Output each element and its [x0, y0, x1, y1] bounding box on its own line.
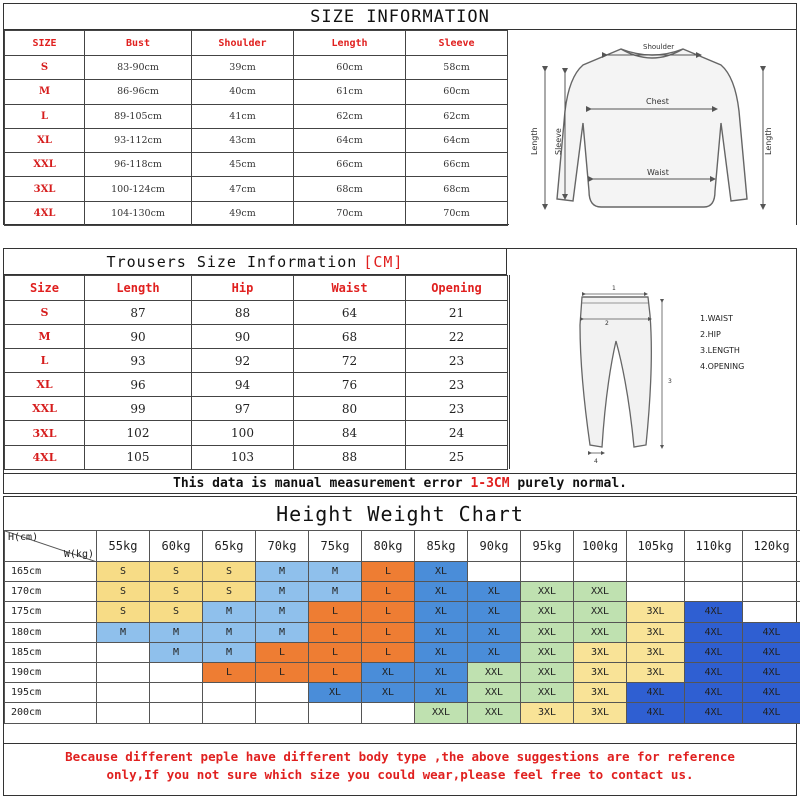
size-cell: 4XL [5, 201, 85, 225]
shirt-diagram [509, 31, 796, 225]
size-recommendation-cell [309, 703, 362, 723]
length-cell: 64cm [294, 128, 406, 152]
size-recommendation-cell: L [309, 602, 362, 622]
height-weight-title: Height Weight Chart [276, 501, 524, 526]
sleeve-cell: 68cm [406, 177, 508, 201]
size-cell: M [5, 325, 85, 349]
size-recommendation-cell: XL [415, 642, 468, 662]
shoulder-cell: 45cm [192, 153, 294, 177]
size-recommendation-cell: S [203, 582, 256, 602]
size-recommendation-cell: 3XL [574, 662, 627, 682]
size-recommendation-cell: 3XL [574, 642, 627, 662]
shoulder-cell: 39cm [192, 56, 294, 80]
table-row [5, 56, 508, 80]
size-recommendation-cell: 3XL [521, 703, 574, 723]
size-recommendation-cell: L [256, 662, 309, 682]
opening-cell: 25 [406, 445, 508, 469]
size-cell: XL [5, 128, 85, 152]
shirt-size-title: SIZE INFORMATION [4, 4, 796, 30]
size-recommendation-cell: XL [415, 582, 468, 602]
weight-header-cell: 90kg [468, 531, 521, 562]
col-header-length: Length [85, 276, 192, 301]
waist-cell: 64 [294, 301, 406, 325]
trousers-header-row [5, 276, 508, 301]
size-recommendation-cell [743, 582, 800, 602]
size-recommendation-cell: M [150, 622, 203, 642]
size-recommendation-cell: XXL [521, 662, 574, 682]
size-recommendation-cell: L [309, 662, 362, 682]
length-cell: 70cm [294, 201, 406, 225]
size-cell: 3XL [5, 177, 85, 201]
table-row [5, 349, 508, 373]
col-header-waist: Waist [294, 276, 406, 301]
size-recommendation-cell [150, 703, 203, 723]
size-recommendation-cell: M [97, 622, 150, 642]
size-recommendation-cell: L [362, 582, 415, 602]
col-header-size: SIZE [5, 31, 85, 56]
waist-cell: 80 [294, 397, 406, 421]
size-recommendation-cell: 4XL [743, 642, 800, 662]
weight-header-cell: 80kg [362, 531, 415, 562]
waist-cell: 72 [294, 349, 406, 373]
size-recommendation-cell [150, 662, 203, 682]
hip-cell: 103 [192, 445, 294, 469]
size-cell: S [5, 56, 85, 80]
size-recommendation-cell [97, 703, 150, 723]
size-recommendation-cell: M [309, 582, 362, 602]
chest-label: Chest [646, 97, 669, 106]
size-recommendation-cell [743, 562, 800, 582]
size-recommendation-cell: S [97, 562, 150, 582]
bust-cell: 100-124cm [85, 177, 192, 201]
length-cell: 68cm [294, 177, 406, 201]
size-recommendation-cell: M [203, 602, 256, 622]
waist-cell: 68 [294, 325, 406, 349]
size-recommendation-cell [362, 703, 415, 723]
marker-2: 2 [605, 320, 609, 327]
size-recommendation-cell: L [362, 562, 415, 582]
length-label-right: Length [764, 127, 773, 155]
col-header-size: Size [5, 276, 85, 301]
bust-cell: 83-90cm [85, 56, 192, 80]
legend-waist: 1.WAIST [700, 314, 733, 323]
height-row [5, 602, 800, 622]
size-recommendation-cell: XL [362, 662, 415, 682]
size-recommendation-cell: XXL [521, 582, 574, 602]
size-recommendation-cell: M [256, 562, 309, 582]
disclaimer-line-2: only,If you not sure which size you could wear,please feel free to contact us. [106, 767, 694, 782]
waist-cell: 88 [294, 445, 406, 469]
height-row [5, 683, 800, 703]
height-row [5, 642, 800, 662]
size-recommendation-cell [97, 683, 150, 703]
marker-3: 3 [668, 378, 672, 385]
size-recommendation-cell: XL [415, 602, 468, 622]
table-row [5, 373, 508, 397]
waist-cell: 76 [294, 373, 406, 397]
hip-cell: 90 [192, 325, 294, 349]
weight-header-cell: 95kg [521, 531, 574, 562]
size-cell: 3XL [5, 421, 85, 445]
waist-label: Waist [647, 168, 669, 177]
table-row [5, 153, 508, 177]
size-recommendation-cell: L [203, 662, 256, 682]
trousers-size-panel [3, 248, 797, 494]
shoulder-cell: 40cm [192, 80, 294, 104]
col-header-opening: Opening [406, 276, 508, 301]
table-row [5, 128, 508, 152]
size-cell: L [5, 349, 85, 373]
size-recommendation-cell: M [150, 642, 203, 662]
size-recommendation-cell: 4XL [627, 683, 685, 703]
corner-cell [5, 531, 97, 562]
size-recommendation-cell: 4XL [685, 642, 743, 662]
size-recommendation-cell: 3XL [627, 642, 685, 662]
weight-header-cell: 105kg [627, 531, 685, 562]
col-header-shoulder: Shoulder [192, 31, 294, 56]
length-cell: 96 [85, 373, 192, 397]
marker-4: 4 [594, 458, 598, 465]
height-weight-panel [3, 496, 797, 796]
table-row [5, 80, 508, 104]
weight-header-cell: 85kg [415, 531, 468, 562]
weight-header-cell: 65kg [203, 531, 256, 562]
height-row [5, 703, 800, 723]
bust-cell: 93-112cm [85, 128, 192, 152]
legend-length: 3.LENGTH [700, 346, 740, 355]
size-recommendation-cell: M [256, 622, 309, 642]
size-recommendation-cell: XXL [468, 662, 521, 682]
table-row [5, 421, 508, 445]
shoulder-cell: 43cm [192, 128, 294, 152]
size-recommendation-cell [743, 602, 800, 622]
height-row [5, 562, 800, 582]
size-recommendation-cell: 4XL [743, 683, 800, 703]
size-recommendation-cell [685, 582, 743, 602]
height-label-cell: 175cm [5, 602, 97, 622]
table-row [5, 325, 508, 349]
size-recommendation-cell: XXL [521, 602, 574, 622]
waist-cell: 84 [294, 421, 406, 445]
size-recommendation-cell: S [150, 602, 203, 622]
length-cell: 93 [85, 349, 192, 373]
measurement-note [4, 473, 796, 493]
size-recommendation-cell: XL [415, 562, 468, 582]
col-header-bust: Bust [85, 31, 192, 56]
legend-opening: 4.OPENING [700, 362, 745, 371]
trousers-diagram [509, 275, 796, 469]
length-cell: 87 [85, 301, 192, 325]
opening-cell: 23 [406, 397, 508, 421]
height-row [5, 662, 800, 682]
shirt-size-table [4, 30, 508, 226]
size-recommendation-cell [627, 582, 685, 602]
size-cell: XXL [5, 153, 85, 177]
trousers-unit: [CM] [363, 252, 404, 271]
size-recommendation-cell: S [150, 582, 203, 602]
weight-header-cell: 120kg [743, 531, 800, 562]
weight-axis-label: W(kg) [63, 549, 94, 560]
sleeve-cell: 70cm [406, 201, 508, 225]
size-recommendation-cell: 4XL [627, 703, 685, 723]
size-recommendation-cell [627, 562, 685, 582]
height-label-cell: 185cm [5, 642, 97, 662]
col-header-sleeve: Sleeve [406, 31, 508, 56]
hip-cell: 97 [192, 397, 294, 421]
table-row [5, 177, 508, 201]
shirt-outline-icon [509, 31, 796, 225]
shirt-size-panel [3, 3, 797, 225]
size-recommendation-cell: XL [468, 622, 521, 642]
size-recommendation-cell: XXL [574, 582, 627, 602]
size-recommendation-cell: S [150, 562, 203, 582]
size-recommendation-cell: XL [415, 622, 468, 642]
size-recommendation-cell: S [203, 562, 256, 582]
weight-header-cell: 100kg [574, 531, 627, 562]
size-recommendation-cell [203, 683, 256, 703]
opening-cell: 23 [406, 373, 508, 397]
size-recommendation-cell [256, 683, 309, 703]
table-row [5, 445, 508, 469]
weight-header-cell: 60kg [150, 531, 203, 562]
size-recommendation-cell: XL [415, 683, 468, 703]
disclaimer [4, 743, 796, 795]
trousers-size-title [4, 249, 507, 275]
length-cell: 99 [85, 397, 192, 421]
size-recommendation-cell: 3XL [574, 703, 627, 723]
length-cell: 60cm [294, 56, 406, 80]
size-recommendation-cell: XL [468, 642, 521, 662]
opening-cell: 21 [406, 301, 508, 325]
col-header-hip: Hip [192, 276, 294, 301]
legend-hip: 2.HIP [700, 330, 721, 339]
opening-cell: 22 [406, 325, 508, 349]
size-recommendation-cell: M [309, 562, 362, 582]
size-recommendation-cell: S [97, 602, 150, 622]
note-text-post: purely normal. [517, 476, 627, 491]
opening-cell: 24 [406, 421, 508, 445]
size-recommendation-cell [97, 642, 150, 662]
size-cell: XL [5, 373, 85, 397]
hip-cell: 94 [192, 373, 294, 397]
table-row [5, 201, 508, 225]
size-cell: 4XL [5, 445, 85, 469]
height-axis-label: H(cm) [8, 532, 39, 543]
size-recommendation-cell [150, 683, 203, 703]
size-recommendation-cell: XXL [574, 602, 627, 622]
weight-header-cell: 75kg [309, 531, 362, 562]
size-recommendation-cell: M [203, 642, 256, 662]
size-recommendation-cell: 4XL [743, 703, 800, 723]
size-recommendation-cell: XXL [574, 622, 627, 642]
length-cell: 105 [85, 445, 192, 469]
height-label-cell: 180cm [5, 622, 97, 642]
size-recommendation-cell: 3XL [574, 683, 627, 703]
size-recommendation-cell: XXL [521, 642, 574, 662]
size-recommendation-cell: 4XL [685, 683, 743, 703]
marker-1: 1 [612, 285, 616, 292]
shoulder-cell: 41cm [192, 104, 294, 128]
size-recommendation-cell [685, 562, 743, 582]
size-recommendation-cell: 4XL [685, 662, 743, 682]
col-header-length: Length [294, 31, 406, 56]
bust-cell: 89-105cm [85, 104, 192, 128]
size-recommendation-cell [203, 703, 256, 723]
shoulder-label: Shoulder [643, 43, 675, 51]
table-row [5, 397, 508, 421]
size-recommendation-cell: L [362, 642, 415, 662]
hip-cell: 88 [192, 301, 294, 325]
size-cell: L [5, 104, 85, 128]
bust-cell: 104-130cm [85, 201, 192, 225]
shoulder-cell: 47cm [192, 177, 294, 201]
size-recommendation-cell [97, 662, 150, 682]
size-recommendation-cell: L [309, 622, 362, 642]
sleeve-cell: 66cm [406, 153, 508, 177]
length-cell: 90 [85, 325, 192, 349]
size-recommendation-cell: XL [468, 602, 521, 622]
size-recommendation-cell: 3XL [627, 622, 685, 642]
size-recommendation-cell: XL [362, 683, 415, 703]
size-cell: M [5, 80, 85, 104]
height-row [5, 622, 800, 642]
size-recommendation-cell: M [256, 602, 309, 622]
size-recommendation-cell: 4XL [685, 622, 743, 642]
sleeve-label: Sleeve [554, 128, 563, 155]
length-cell: 62cm [294, 104, 406, 128]
size-recommendation-cell: 3XL [627, 662, 685, 682]
sleeve-cell: 62cm [406, 104, 508, 128]
trousers-size-table [4, 275, 508, 470]
size-recommendation-cell: 4XL [685, 602, 743, 622]
hip-cell: 100 [192, 421, 294, 445]
height-label-cell: 165cm [5, 562, 97, 582]
size-recommendation-cell [256, 703, 309, 723]
hip-cell: 92 [192, 349, 294, 373]
trousers-outline-icon [510, 275, 797, 469]
size-recommendation-cell: 3XL [627, 602, 685, 622]
size-recommendation-cell: 4XL [743, 622, 800, 642]
sleeve-cell: 64cm [406, 128, 508, 152]
size-cell: XXL [5, 397, 85, 421]
note-text-pre: This data is manual measurement error [173, 476, 463, 491]
opening-cell: 23 [406, 349, 508, 373]
size-recommendation-cell: XL [468, 582, 521, 602]
weight-header-cell: 70kg [256, 531, 309, 562]
height-row [5, 582, 800, 602]
height-label-cell: 190cm [5, 662, 97, 682]
size-recommendation-cell: L [309, 642, 362, 662]
size-recommendation-cell: S [97, 582, 150, 602]
note-text-highlight: 1-3CM [470, 476, 510, 491]
height-label-cell: 200cm [5, 703, 97, 723]
length-label-left: Length [530, 127, 539, 155]
size-recommendation-cell: XXL [468, 683, 521, 703]
weight-header-cell: 110kg [685, 531, 743, 562]
size-recommendation-cell: L [362, 622, 415, 642]
size-recommendation-cell [468, 562, 521, 582]
size-recommendation-cell: 4XL [743, 662, 800, 682]
size-recommendation-cell: L [256, 642, 309, 662]
length-cell: 66cm [294, 153, 406, 177]
trousers-title-text: Trousers Size Information [106, 252, 358, 271]
size-recommendation-cell: XXL [521, 683, 574, 703]
size-recommendation-cell: XXL [415, 703, 468, 723]
height-label-cell: 195cm [5, 683, 97, 703]
disclaimer-line-1: Because different peple have different body type ,the above suggestions are for reference [65, 749, 735, 764]
weight-header-cell: 55kg [97, 531, 150, 562]
size-recommendation-cell: XXL [521, 622, 574, 642]
bust-cell: 96-118cm [85, 153, 192, 177]
sleeve-cell: 60cm [406, 80, 508, 104]
shoulder-cell: 49cm [192, 201, 294, 225]
weight-header-row [5, 531, 800, 562]
size-recommendation-cell: M [256, 582, 309, 602]
size-recommendation-cell: L [362, 602, 415, 622]
size-recommendation-cell: 4XL [685, 703, 743, 723]
sleeve-cell: 58cm [406, 56, 508, 80]
table-row [5, 104, 508, 128]
table-row [5, 301, 508, 325]
height-label-cell: 170cm [5, 582, 97, 602]
size-recommendation-cell [574, 562, 627, 582]
bust-cell: 86-96cm [85, 80, 192, 104]
length-cell: 61cm [294, 80, 406, 104]
height-weight-table [4, 530, 800, 724]
size-recommendation-cell: XL [415, 662, 468, 682]
size-recommendation-cell: XL [309, 683, 362, 703]
size-recommendation-cell: M [203, 622, 256, 642]
size-recommendation-cell: XXL [468, 703, 521, 723]
size-recommendation-cell [521, 562, 574, 582]
size-cell: S [5, 301, 85, 325]
length-cell: 102 [85, 421, 192, 445]
shirt-header-row [5, 31, 508, 56]
